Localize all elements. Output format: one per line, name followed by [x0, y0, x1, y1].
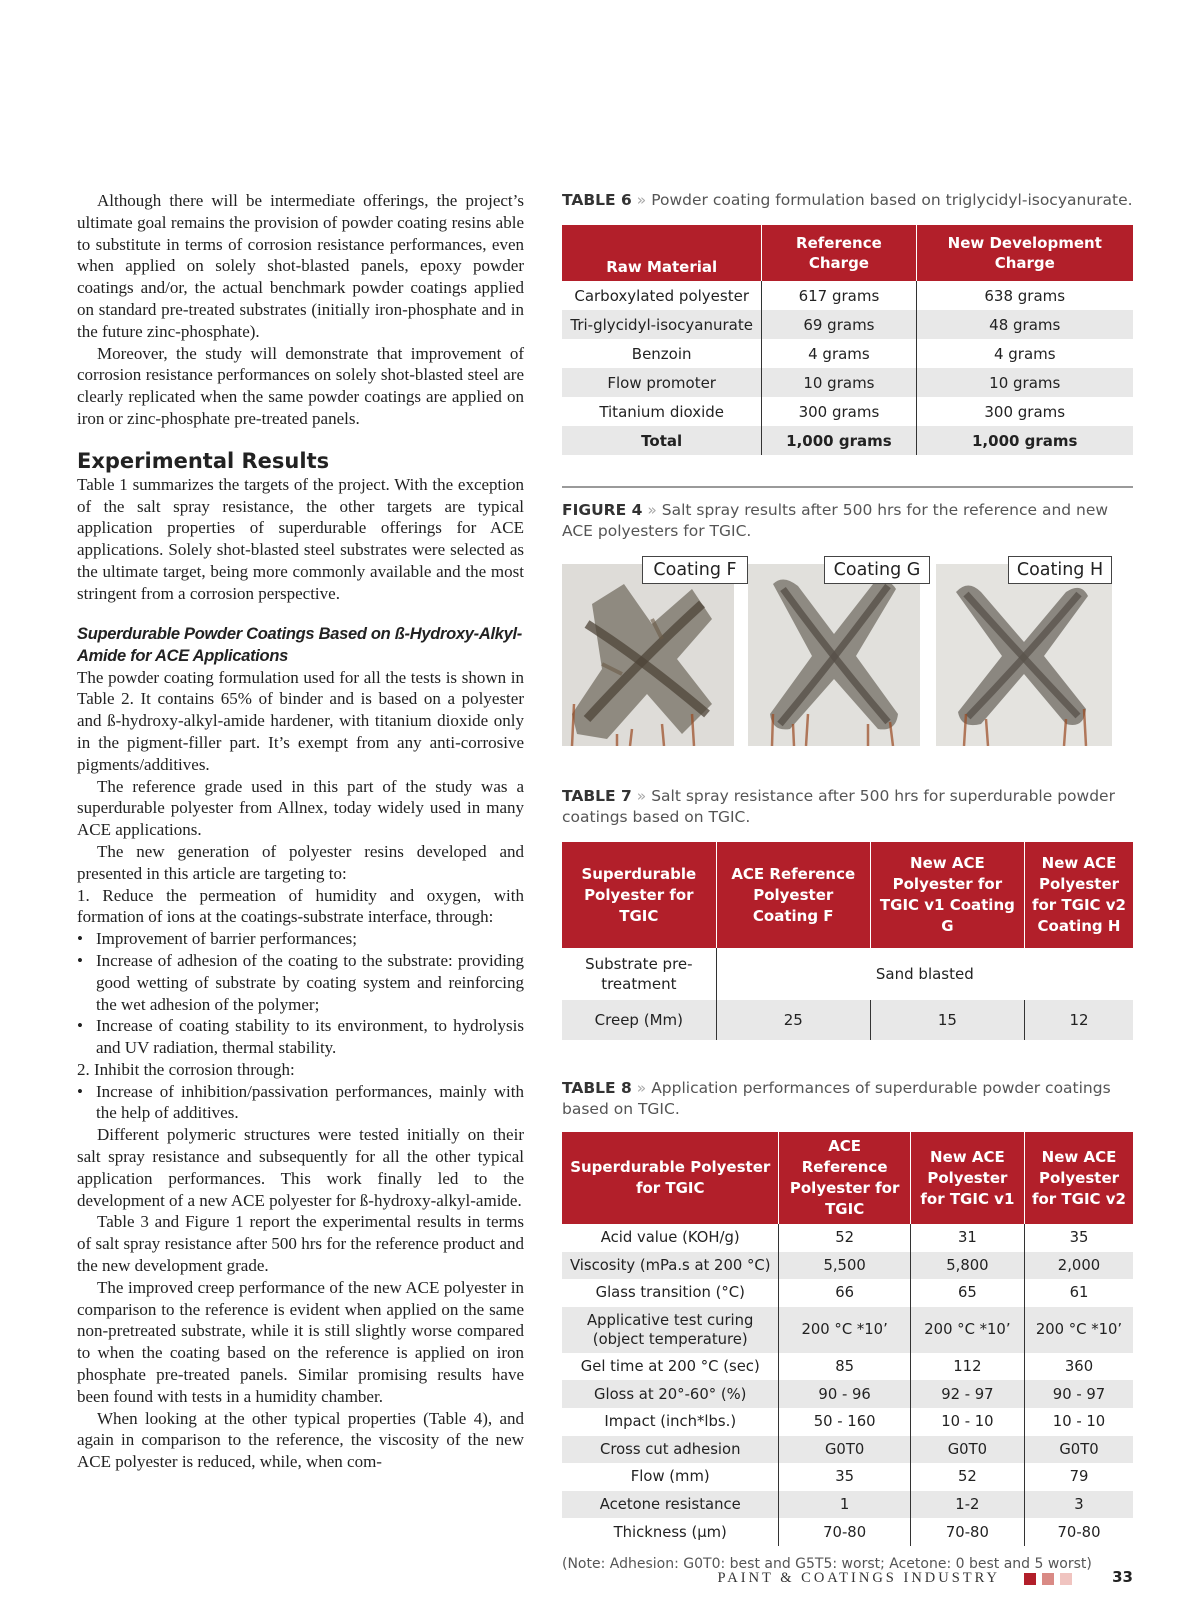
- table-cell: 1,000 grams: [916, 426, 1133, 455]
- table-row: [562, 1518, 1133, 1546]
- table-cell: 1-2: [910, 1491, 1024, 1519]
- table-row: [562, 1463, 1133, 1491]
- page-footer: [700, 1568, 1133, 1590]
- table-row: [562, 397, 1133, 426]
- table-header-cell: New ACE Polyester for TGIC v2 Coating H: [1024, 842, 1133, 948]
- table-cell: 10 grams: [916, 368, 1133, 397]
- table-row: [562, 1307, 1133, 1353]
- table-cell: 25: [716, 1000, 870, 1040]
- page-number: 33: [1112, 1568, 1133, 1586]
- table-cell: 200 °C *10’: [1024, 1307, 1133, 1353]
- table-cell: Thickness (µm): [562, 1518, 779, 1546]
- article-left-column: [77, 190, 524, 1473]
- figure-4-label: FIGURE 4: [562, 501, 643, 519]
- figure-4-photos: [562, 556, 1133, 746]
- table-cell: 12: [1024, 1000, 1133, 1040]
- table-cell: Viscosity (mPa.s at 200 °C): [562, 1252, 779, 1280]
- table-row: [562, 1000, 1133, 1040]
- table-row: [562, 1224, 1133, 1252]
- table-cell: 200 °C *10’: [910, 1307, 1024, 1353]
- table-header-cell: Superdurable Polyester for TGIC: [562, 842, 716, 948]
- article-right-column: [562, 190, 1133, 1572]
- table-row: [562, 1252, 1133, 1280]
- caption-arrow-icon: »: [636, 191, 647, 209]
- table-cell: 52: [910, 1463, 1024, 1491]
- table-cell: G0T0: [779, 1436, 910, 1464]
- subsection-paragraph-6: The improved creep performance of the new ACE polyester in comparison to the reference is evident when applied on the same non-pretreated substrate, while it is still slightly worse compared to when the coating based on the reference is applied on iron phosphate pre-treated panels. Similar promising results have been found with tests in a humidity chamber.: [77, 1277, 524, 1406]
- figure-4-caption-text: Salt spray results after 500 hrs for the reference and new ACE polyesters for TGIC.: [562, 501, 1109, 540]
- results-paragraph-1: Table 1 summarizes the targets of the project. With the exception of the salt spray resistance, the other targets are typical application properties of superdurable offerings for ACE applications. Solely shot-blasted steel substrates were selected as the ultimate target, being more commonly available and the most stringent from a corrosion perspective.: [77, 474, 524, 603]
- table-cell: 4 grams: [762, 339, 916, 368]
- caption-arrow-icon: »: [636, 1079, 647, 1097]
- figure-4-caption: [562, 500, 1133, 542]
- table-cell: 638 grams: [916, 281, 1133, 310]
- table-cell: 300 grams: [762, 397, 916, 426]
- table-row: [562, 1279, 1133, 1307]
- table-header-cell: Superdurable Polyester for TGIC: [562, 1132, 779, 1224]
- table-header-cell: Reference Charge: [762, 225, 916, 281]
- footer-square-icon: [1024, 1573, 1036, 1585]
- table-row: [562, 1380, 1133, 1408]
- table-cell: Tri-glycidyl-isocyanurate: [562, 310, 762, 339]
- bullet-item-1: • Improvement of barrier performances;: [77, 928, 524, 950]
- coating-h-label: Coating H: [1008, 556, 1112, 584]
- table-row: [562, 310, 1133, 339]
- table-header-cell: New ACE Polyester for TGIC v2: [1024, 1132, 1133, 1224]
- table-6-caption-text: Powder coating formulation based on triglycidyl-isocyanurate.: [651, 191, 1133, 209]
- numbered-item-2: 2. Inhibit the corrosion through:: [77, 1059, 295, 1079]
- coating-g-label: Coating G: [824, 556, 930, 584]
- table-header-cell: ACE Reference Polyester for TGIC: [779, 1132, 910, 1224]
- subsection-paragraph-4: Different polymeric structures were tested initially on their salt spray resistance and subsequently for all the other typical application performances. This work finally led to the development of a new ACE polyester for ß-hydroxy-alkyl-amide.: [77, 1125, 524, 1210]
- table-header-row: [562, 842, 1133, 948]
- table-cell: 10 - 10: [1024, 1408, 1133, 1436]
- table-6-caption: [562, 190, 1133, 211]
- caption-arrow-icon: »: [636, 787, 647, 805]
- table-6: [562, 225, 1133, 455]
- table-cell: 90 - 97: [1024, 1380, 1133, 1408]
- table-header-cell: New Development Charge: [916, 225, 1133, 281]
- numbered-item-1: 1. Reduce the permeation of humidity and oxygen, with formation of ions at the coatings-substrate interface, through:: [77, 885, 524, 927]
- table-8-label: TABLE 8: [562, 1079, 632, 1097]
- table-cell: Gloss at 20°-60° (%): [562, 1380, 779, 1408]
- table-total-row: [562, 426, 1133, 455]
- table-cell: 90 - 96: [779, 1380, 910, 1408]
- section-heading-experimental-results: Experimental Results: [77, 448, 330, 473]
- bullet-item-3: • Increase of coating stability to its environment, to hydrolysis and UV radiation, thermal stability.: [77, 1015, 524, 1059]
- coating-f-photo: [562, 564, 734, 746]
- table-cell: 85: [779, 1353, 910, 1381]
- footer-square-icon: [1042, 1573, 1054, 1585]
- table-cell: Glass transition (°C): [562, 1279, 779, 1307]
- table-cell: 35: [1024, 1224, 1133, 1252]
- table-cell: Acid value (KOH/g): [562, 1224, 779, 1252]
- table-cell: Flow (mm): [562, 1463, 779, 1491]
- table-row: [562, 1491, 1133, 1519]
- table-row: [562, 368, 1133, 397]
- intro-paragraph-1: Although there will be intermediate offerings, the project’s ultimate goal remains the provision of powder coating resins able to substitute in terms of corrosion resistance performances, even when applied on solely shot-blasted panels, epoxy powder coatings and/or, the actual benchmark powder coatings applied on standard pre-treated substrates (initially iron-phosphate and in the future zinc-phosphate).: [77, 191, 524, 341]
- table-cell: 48 grams: [916, 310, 1133, 339]
- coating-h-photo: [936, 564, 1112, 746]
- table-header-cell: New ACE Polyester for TGIC v1 Coating G: [870, 842, 1024, 948]
- table-cell: 3: [1024, 1491, 1133, 1519]
- table-cell: 61: [1024, 1279, 1133, 1307]
- table-row: [562, 1408, 1133, 1436]
- table-8-caption: [562, 1078, 1133, 1120]
- table-7-caption: [562, 786, 1133, 828]
- table-6-label: TABLE 6: [562, 191, 632, 209]
- table-cell: 70-80: [910, 1518, 1024, 1546]
- subsection-paragraph-7: When looking at the other typical properties (Table 4), and again in comparison to the reference, the viscosity of the new ACE polyester is reduced, while, when com-: [77, 1408, 524, 1472]
- table-row: [562, 948, 1133, 1000]
- table-cell: 52: [779, 1224, 910, 1252]
- table-cell: 4 grams: [916, 339, 1133, 368]
- table-cell: Cross cut adhesion: [562, 1436, 779, 1464]
- table-cell: G0T0: [1024, 1436, 1133, 1464]
- table-cell: Substrate pre-treatment: [562, 948, 716, 1000]
- section-divider: [562, 486, 1133, 488]
- table-row: [562, 1436, 1133, 1464]
- coating-f-label: Coating F: [642, 556, 748, 584]
- table-cell: Acetone resistance: [562, 1491, 779, 1519]
- subsection-paragraph-1: The powder coating formulation used for all the tests is shown in Table 2. It contains 65% of binder and is based on a polyester and ß-hydroxy-alkyl-amide hardener, with titanium dioxide only in the pigment-filler part. It’s exempt from any anti-corrosive pigments/additives.: [77, 667, 524, 774]
- table-cell: 15: [870, 1000, 1024, 1040]
- table-8-note: (Note: Adhesion: G0T0: best and G5T5: worst; Acetone: 0 best and 5 worst): [562, 1555, 1092, 1572]
- subsection-paragraph-3: The new generation of polyester resins developed and presented in this article are targeting to:: [77, 841, 524, 883]
- table-cell: Benzoin: [562, 339, 762, 368]
- intro-paragraph-2: Moreover, the study will demonstrate that improvement of corrosion resistance performances on solely shot-blasted steel are clearly replicated when the same powder coatings are applied on iron or zinc-phosphate pre-treated panels.: [77, 343, 524, 428]
- coating-g-photo: [748, 564, 920, 746]
- bullet-item-2: • Increase of adhesion of the coating to the substrate: providing good wetting of substrate by coating system and reinforcing the wet adhesion of the polymer;: [77, 950, 524, 1015]
- table-cell: 5,500: [779, 1252, 910, 1280]
- bullet-item-4: • Increase of inhibition/passivation performances, mainly with the help of additives.: [77, 1081, 524, 1125]
- table-8: [562, 1132, 1133, 1546]
- table-header-cell: ACE Reference Polyester Coating F: [716, 842, 870, 948]
- table-cell: 5,800: [910, 1252, 1024, 1280]
- table-header-row: [562, 1132, 1133, 1224]
- table-cell: 10 - 10: [910, 1408, 1024, 1436]
- table-cell: Titanium dioxide: [562, 397, 762, 426]
- table-7-caption-text: Salt spray resistance after 500 hrs for superdurable powder coatings based on TGIC.: [562, 787, 1115, 826]
- table-cell: 31: [910, 1224, 1024, 1252]
- table-8-caption-text: Application performances of superdurable powder coatings based on TGIC.: [562, 1079, 1111, 1118]
- table-header-cell: New ACE Polyester for TGIC v1: [910, 1132, 1024, 1224]
- table-cell: 617 grams: [762, 281, 916, 310]
- table-cell: 1: [779, 1491, 910, 1519]
- table-cell: 70-80: [779, 1518, 910, 1546]
- table-cell: 65: [910, 1279, 1024, 1307]
- table-header-row: [562, 225, 1133, 281]
- table-cell: 360: [1024, 1353, 1133, 1381]
- table-cell: Total: [562, 426, 762, 455]
- footer-square-icon: [1060, 1573, 1072, 1585]
- table-cell: 10 grams: [762, 368, 916, 397]
- table-cell: Creep (Mm): [562, 1000, 716, 1040]
- table-cell: 66: [779, 1279, 910, 1307]
- table-cell: G0T0: [910, 1436, 1024, 1464]
- table-cell: 69 grams: [762, 310, 916, 339]
- table-7-label: TABLE 7: [562, 787, 632, 805]
- subsection-heading: Superdurable Powder Coatings Based on ß-Hydroxy-Alkyl-Amide for ACE Applications: [77, 624, 522, 665]
- table-cell: Flow promoter: [562, 368, 762, 397]
- table-cell: 300 grams: [916, 397, 1133, 426]
- table-cell: 70-80: [1024, 1518, 1133, 1546]
- table-row: [562, 281, 1133, 310]
- table-cell: 200 °C *10’: [779, 1307, 910, 1353]
- table-7: [562, 842, 1133, 1040]
- table-header-cell: Raw Material: [562, 225, 762, 281]
- table-cell: 112: [910, 1353, 1024, 1381]
- table-row: [562, 1353, 1133, 1381]
- table-cell: 79: [1024, 1463, 1133, 1491]
- caption-arrow-icon: »: [647, 501, 657, 519]
- magazine-name: PAINT & COATINGS INDUSTRY: [717, 1570, 1000, 1586]
- subsection-paragraph-2: The reference grade used in this part of the study was a superdurable polyester from Allnex, today widely used in many ACE applications.: [77, 776, 524, 840]
- table-cell: 50 - 160: [779, 1408, 910, 1436]
- table-cell: Sand blasted: [716, 948, 1133, 1000]
- table-row: [562, 339, 1133, 368]
- table-cell: 1,000 grams: [762, 426, 916, 455]
- table-cell: Gel time at 200 °C (sec): [562, 1353, 779, 1381]
- table-cell: 35: [779, 1463, 910, 1491]
- table-cell: Applicative test curing (object temperature): [562, 1307, 779, 1353]
- subsection-paragraph-5: Table 3 and Figure 1 report the experimental results in terms of salt spray resistance after 500 hrs for the reference product and the new development grade.: [77, 1212, 524, 1276]
- table-cell: 92 - 97: [910, 1380, 1024, 1408]
- table-cell: 2,000: [1024, 1252, 1133, 1280]
- table-cell: Impact (inch*lbs.): [562, 1408, 779, 1436]
- table-cell: Carboxylated polyester: [562, 281, 762, 310]
